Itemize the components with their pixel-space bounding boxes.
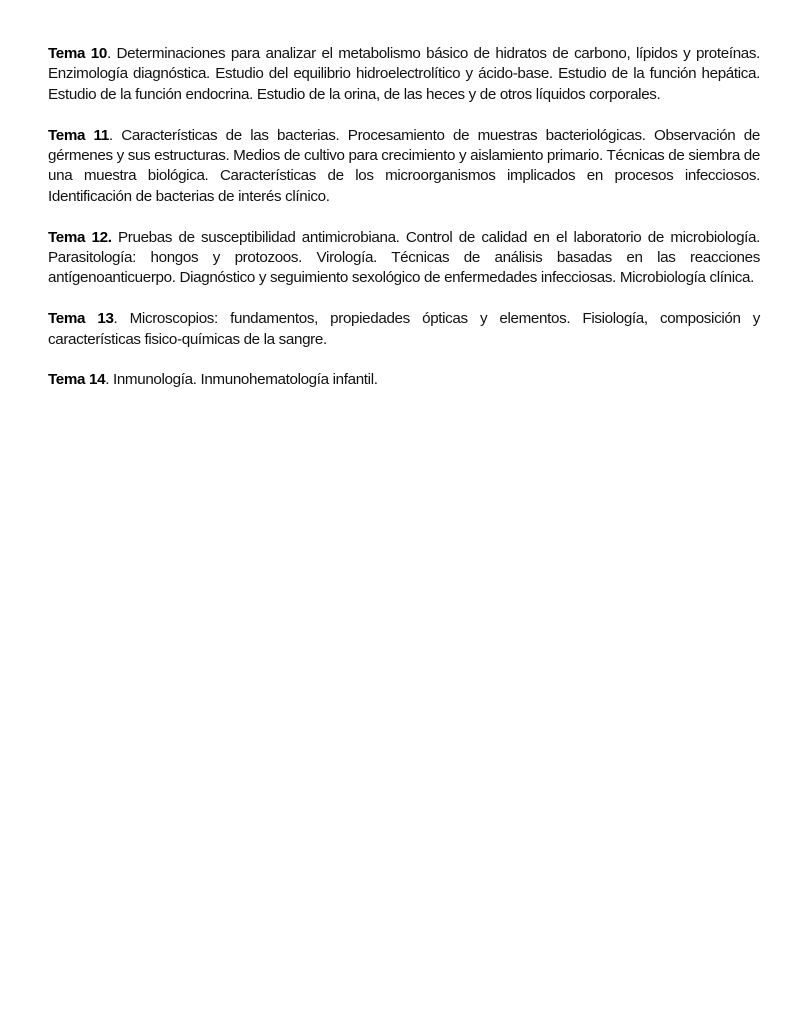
tema-14-label: Tema 14 [48, 371, 106, 389]
tema-11-paragraph [48, 126, 760, 208]
tema-13-text: Microscopios: fundamentos, propiedades ópticas y elementos. Fisiología, composición y características fisico-químicas de la sangre. [48, 310, 760, 348]
tema-11-separator: . [108, 126, 122, 144]
tema-10-label: Tema 10 [48, 45, 107, 62]
tema-14-paragraph [48, 370, 760, 390]
tema-13-paragraph [48, 309, 760, 350]
tema-13-label: Tema 13 [48, 310, 114, 328]
tema-11-label: Tema 11 [48, 126, 109, 144]
tema-14-text: Inmunología. Inmunohematología infantil. [112, 371, 378, 389]
tema-12-text: Pruebas de susceptibilidad antimicrobiana. Control de calidad en el laboratorio de microbiología. Parasitología: hongos y protozoos. Virología. Técnicas de análisis basadas en las reacciones antígenoanticuerpo. Diagnóstico y seguimiento sexológico de enfermedades infecciosas. Microbiología clínica. [48, 228, 760, 287]
tema-11-text: Características de las bacterias. Procesamiento de muestras bacteriológicas. Observación de gérmenes y sus estructuras. Medios de cultivo para crecimiento y aislamiento primario. Técnicas de siembra de una muestra biológica. Características de los microorganismos implicados en procesos infecciosos. Identificación de bacterias de interés clínico. [48, 126, 760, 205]
document-page [48, 44, 760, 411]
tema-13-separator: . [113, 310, 130, 328]
tema-10-separator: . [106, 45, 117, 62]
tema-14-separator: . [105, 371, 113, 389]
tema-10-text: Determinaciones para analizar el metabolismo básico de hidratos de carbono, lípidos y proteínas. Enzimología diagnóstica. Estudio del equilibrio hidroelectrolítico y ácido-base. Estudio de la función hepática. Estudio de la función endocrina. Estudio de la orina, de las heces y de otros líquidos corporales. [48, 45, 761, 103]
tema-12-label: Tema 12. [48, 228, 112, 246]
tema-10-paragraph [48, 44, 760, 105]
tema-12-paragraph [48, 228, 760, 289]
